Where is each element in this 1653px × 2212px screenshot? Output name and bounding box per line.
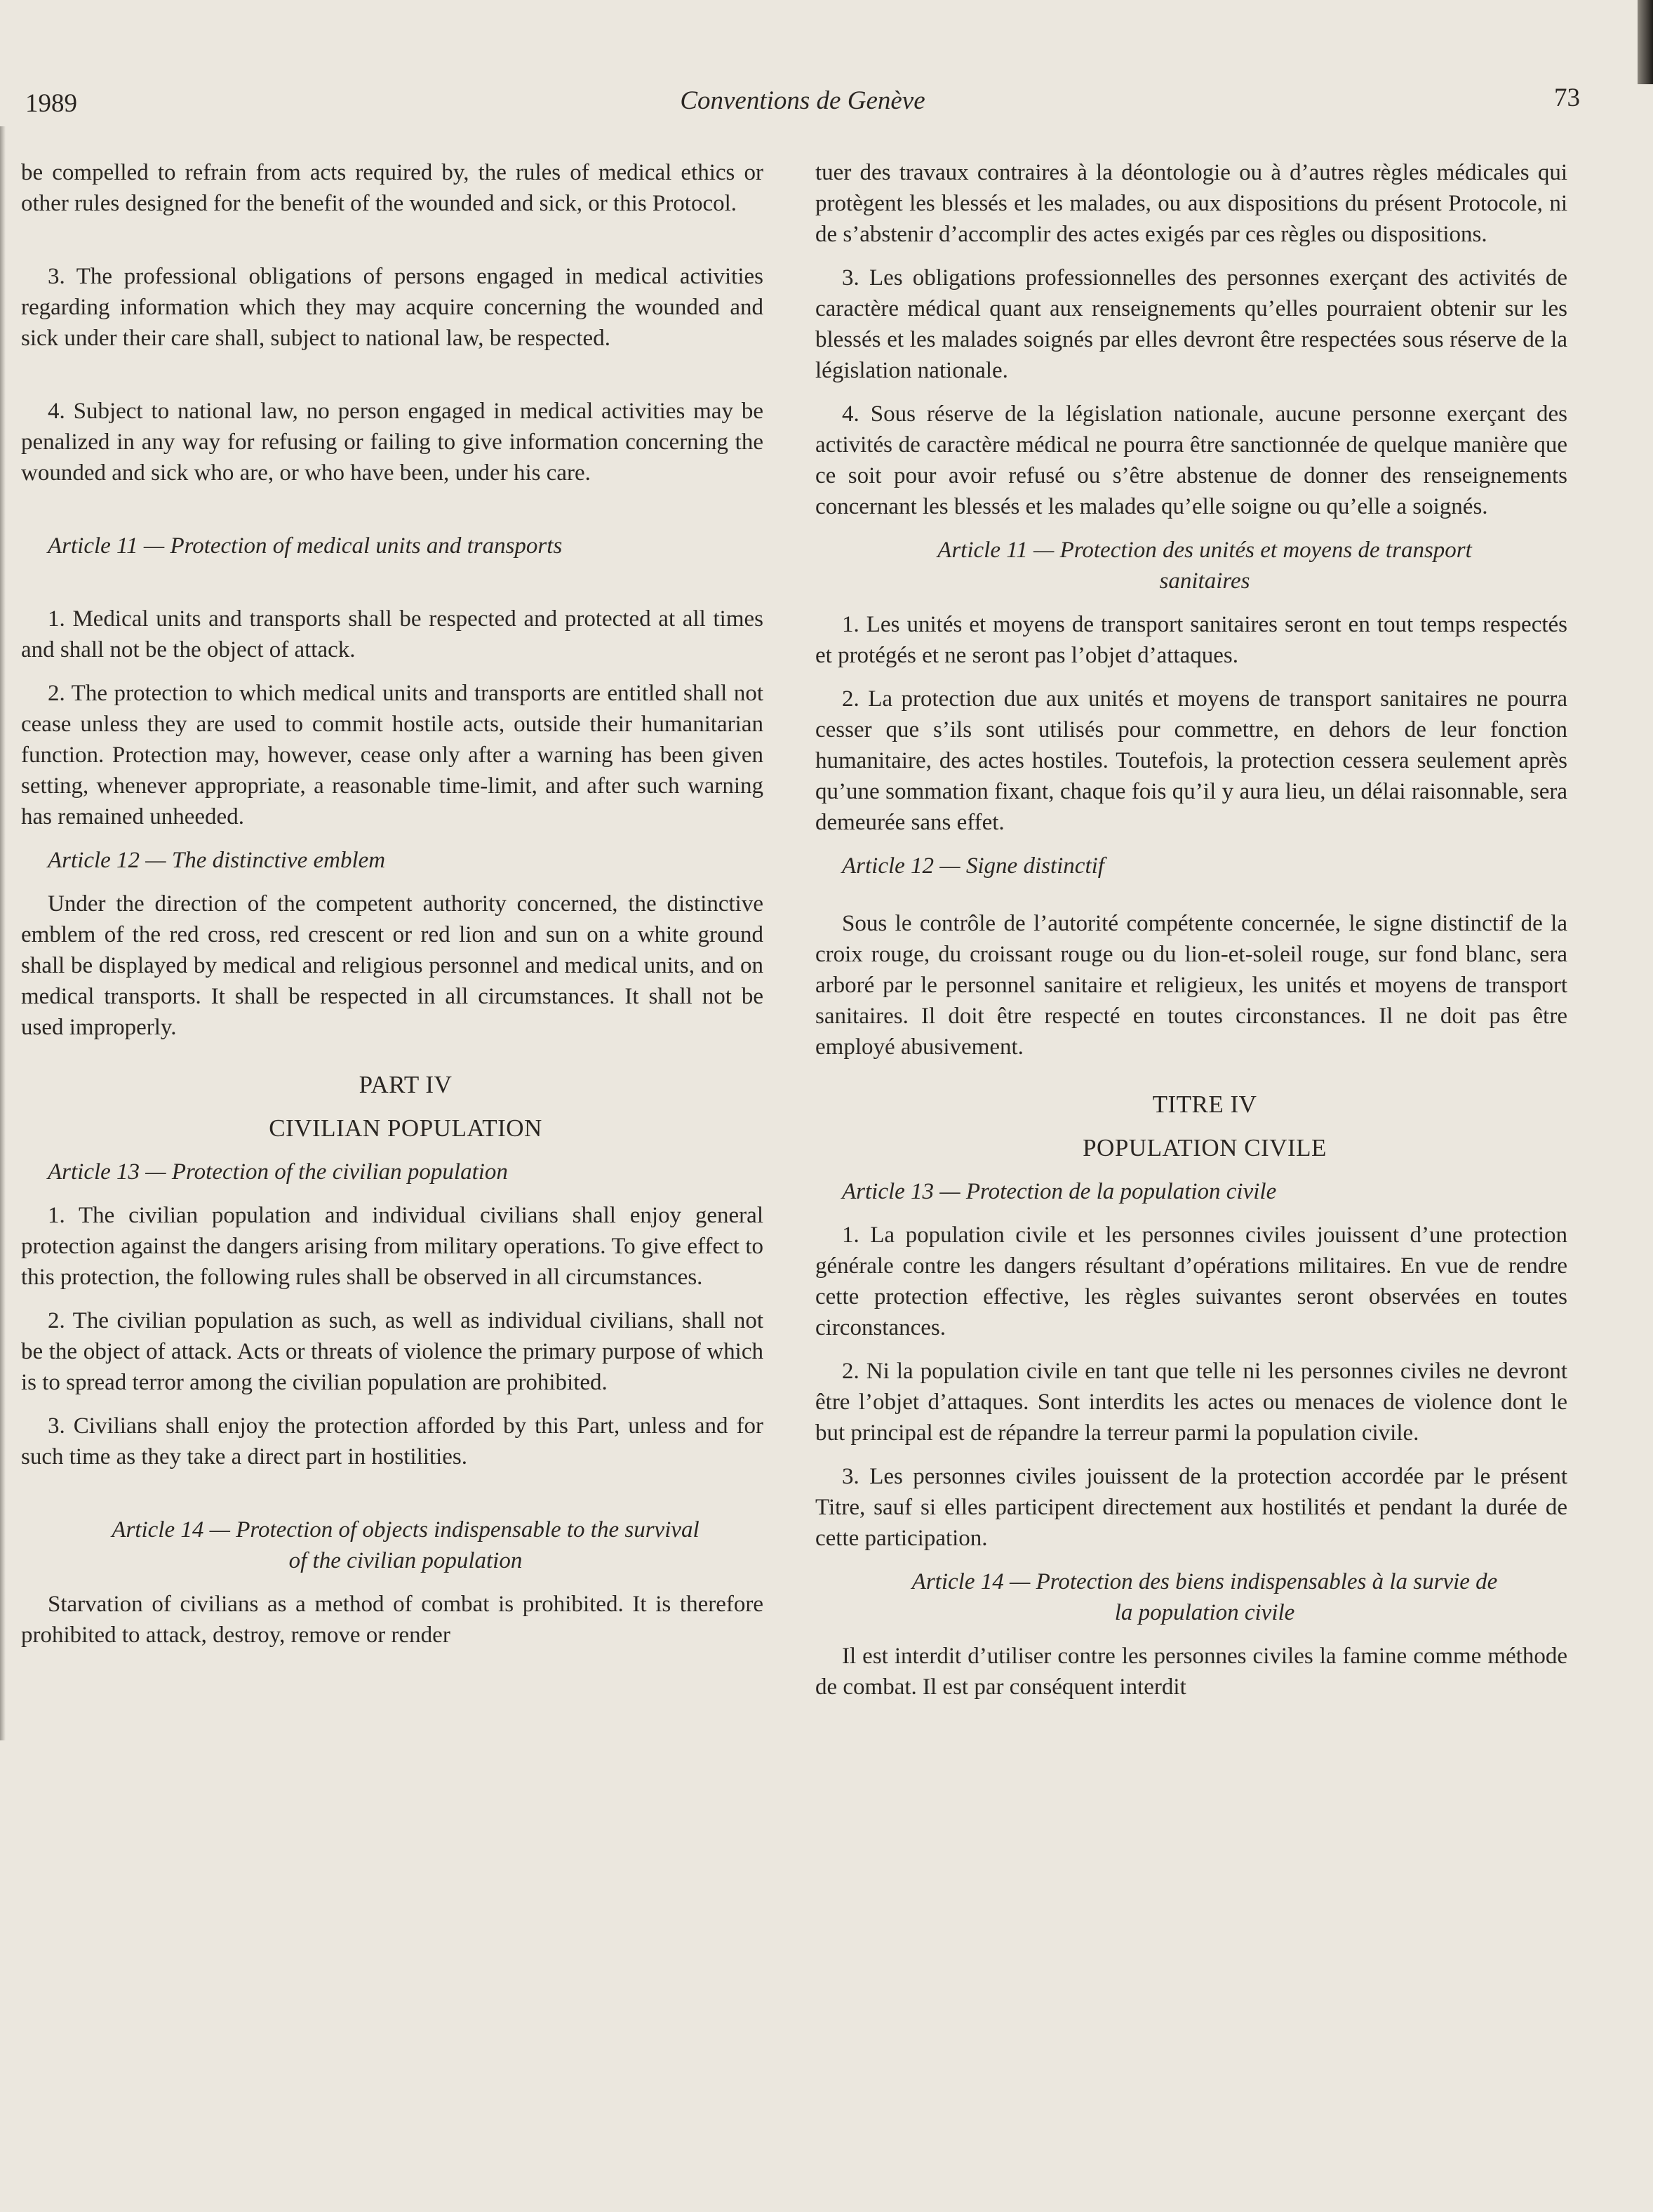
paragraph: 2. The civilian population as such, as well as individual civilians, shall not be the object of attack. Acts or threats of violence the primary purpose of which is to spread terror among the civilian population are prohibited.	[21, 1308, 763, 1395]
paragraph: 2. La protection due aux unités et moyens de transport sanitaires ne pourra cesser que s’ils sont utilisés pour commettre, en dehors de leur fonction humanitaire, des actes hostiles. Toutefois, la protection cessera seulement après qu’une sommation fixant, chaque fois qu’il y aura lieu, un délai raisonnable, sera demeurée sans effet.	[815, 686, 1567, 835]
paragraph: 2. The protection to which medical units and transports are entitled shall not cease unless they are used to commit hostile acts, outside their humanitarian function. Protection may, however, cease only after a warning has been given setting, whenever appropriate, a reasonable time-limit, and after such warning has remained unheeded.	[21, 681, 763, 830]
article-heading: Article 14 — Protection of objects indispensable to the survival	[112, 1517, 700, 1543]
paragraph: 4. Subject to national law, no person engaged in medical activities may be penalized in any way for refusing or failing to give information concerning the wounded and sick who are, or who have been, under his care.	[21, 399, 763, 486]
part-heading: PART IV	[359, 1071, 453, 1098]
english-column	[21, 157, 763, 1651]
paragraph: 1. Les unités et moyens de transport sanitaires seront en tout temps respectés et protégés et ne seront pas l’objet d’attaques.	[815, 612, 1567, 668]
paragraph: 4. Sous réserve de la législation nationale, aucune personne exerçant des activités de caractère médical ne pourra être sanctionnée de quelque manière que ce soit pour avoir refusé ou s’être abstenue de donner des renseignements concernant les blessés et les malades qu’elle soigne ou qu’elle a soignés.	[815, 401, 1567, 519]
paragraph: tuer des travaux contraires à la déontologie ou à d’autres règles médicales qui protègent les blessés et les malades, ou aux dispositions du présent Protocole, ni de s’abstenir d’accomplir des actes exigés par ces règles ou dispositions.	[815, 160, 1567, 247]
article-heading: Article 12 — Signe distinctif	[842, 853, 1104, 879]
paragraph: 1. Medical units and transports shall be respected and protected at all times and shall not be the object of attack.	[21, 606, 763, 662]
french-column	[815, 157, 1567, 1703]
paragraph: Il est interdit d’utiliser contre les personnes civiles la famine comme méthode de combat. Il est par conséquent interdit	[815, 1644, 1567, 1700]
article-heading-continued: of the civilian population	[288, 1548, 523, 1573]
article-heading-continued: sanitaires	[1159, 568, 1250, 594]
paragraph: 2. Ni la population civile en tant que telle ni les personnes civiles ne devront être l’objet d’attaques. Sont interdits les actes ou menaces de violence dont le but principal est de répandre la terreur parmi la population civile.	[815, 1359, 1567, 1446]
part-heading: TITRE IV	[1152, 1091, 1257, 1118]
article-heading: Article 11 — Protection des unités et moyens de transport	[937, 538, 1472, 563]
paragraph: 1. La population civile et les personnes civiles jouissent d’une protection générale contre les dangers résultant d’opérations militaires. En vue de rendre cette protection effective, les règles suivantes seront observées en toutes circonstances.	[815, 1222, 1567, 1340]
article-heading-continued: la population civile	[1114, 1600, 1295, 1625]
article-heading: Article 11 — Protection of medical units and transports	[48, 533, 563, 559]
paragraph: Sous le contrôle de l’autorité compétente concernée, le signe distinctif de la croix rouge, du croissant rouge ou du lion-et-soleil rouge, sur fond blanc, sera arboré par le personnel sanitaire et religieux, les unités et moyens de transport sanitaires. Il doit être respecté en toutes circonstances. Il ne doit pas être employé abusivement.	[815, 911, 1567, 1060]
part-title: POPULATION CIVILE	[1083, 1134, 1327, 1161]
page-number: 73	[1554, 84, 1580, 112]
article-heading: Article 12 — The distinctive emblem	[48, 848, 386, 873]
running-header	[25, 79, 1580, 121]
paragraph: 1. The civilian population and individual civilians shall enjoy general protection against the dangers arising from military operations. To give effect to this protection, the following rules shall be observed in all circumstances.	[21, 1203, 763, 1290]
part-title: CIVILIAN POPULATION	[269, 1114, 542, 1142]
paragraph: 3. Les personnes civiles jouissent de la protection accordée par le présent Titre, sauf si elles participent directement aux hostilités et pendant la durée de cette participation.	[815, 1464, 1567, 1551]
paragraph: be compelled to refrain from acts required by, the rules of medical ethics or other rules designed for the benefit of the wounded and sick, or this Protocol.	[21, 160, 763, 216]
paragraph: 3. The professional obligations of persons engaged in medical activities regarding information which they may acquire concerning the wounded and sick under their care shall, subject to national law, be respected.	[21, 264, 763, 351]
article-heading: Article 13 — Protection de la population civile	[842, 1179, 1277, 1204]
article-heading: Article 13 — Protection of the civilian population	[48, 1159, 508, 1185]
header-year: 1989	[25, 89, 77, 118]
paragraph: 3. Civilians shall enjoy the protection afforded by this Part, unless and for such time as they take a direct part in hostilities.	[21, 1413, 763, 1470]
paragraph: Under the direction of the competent authority concerned, the distinctive emblem of the red cross, red crescent or red lion and sun on a white ground shall be displayed by medical and religious personnel and medical units, and on medical transports. It shall be respected in all circumstances. It shall not be used improperly.	[21, 891, 763, 1040]
page-edge-shadow	[1638, 0, 1653, 84]
paragraph: Starvation of civilians as a method of combat is prohibited. It is therefore prohibited to attack, destroy, remove or render	[21, 1592, 763, 1648]
paragraph: 3. Les obligations professionnelles des personnes exerçant des activités de caractère médical quant aux renseignements qu’elles pourraient obtenir sur les blessés et les malades soignés par elles devront être respectées sous réserve de la législation nationale.	[815, 265, 1567, 383]
binding-shadow	[0, 126, 6, 1740]
header-title: Conventions de Genève	[680, 86, 925, 115]
article-heading: Article 14 — Protection des biens indispensables à la survie de	[911, 1569, 1498, 1594]
